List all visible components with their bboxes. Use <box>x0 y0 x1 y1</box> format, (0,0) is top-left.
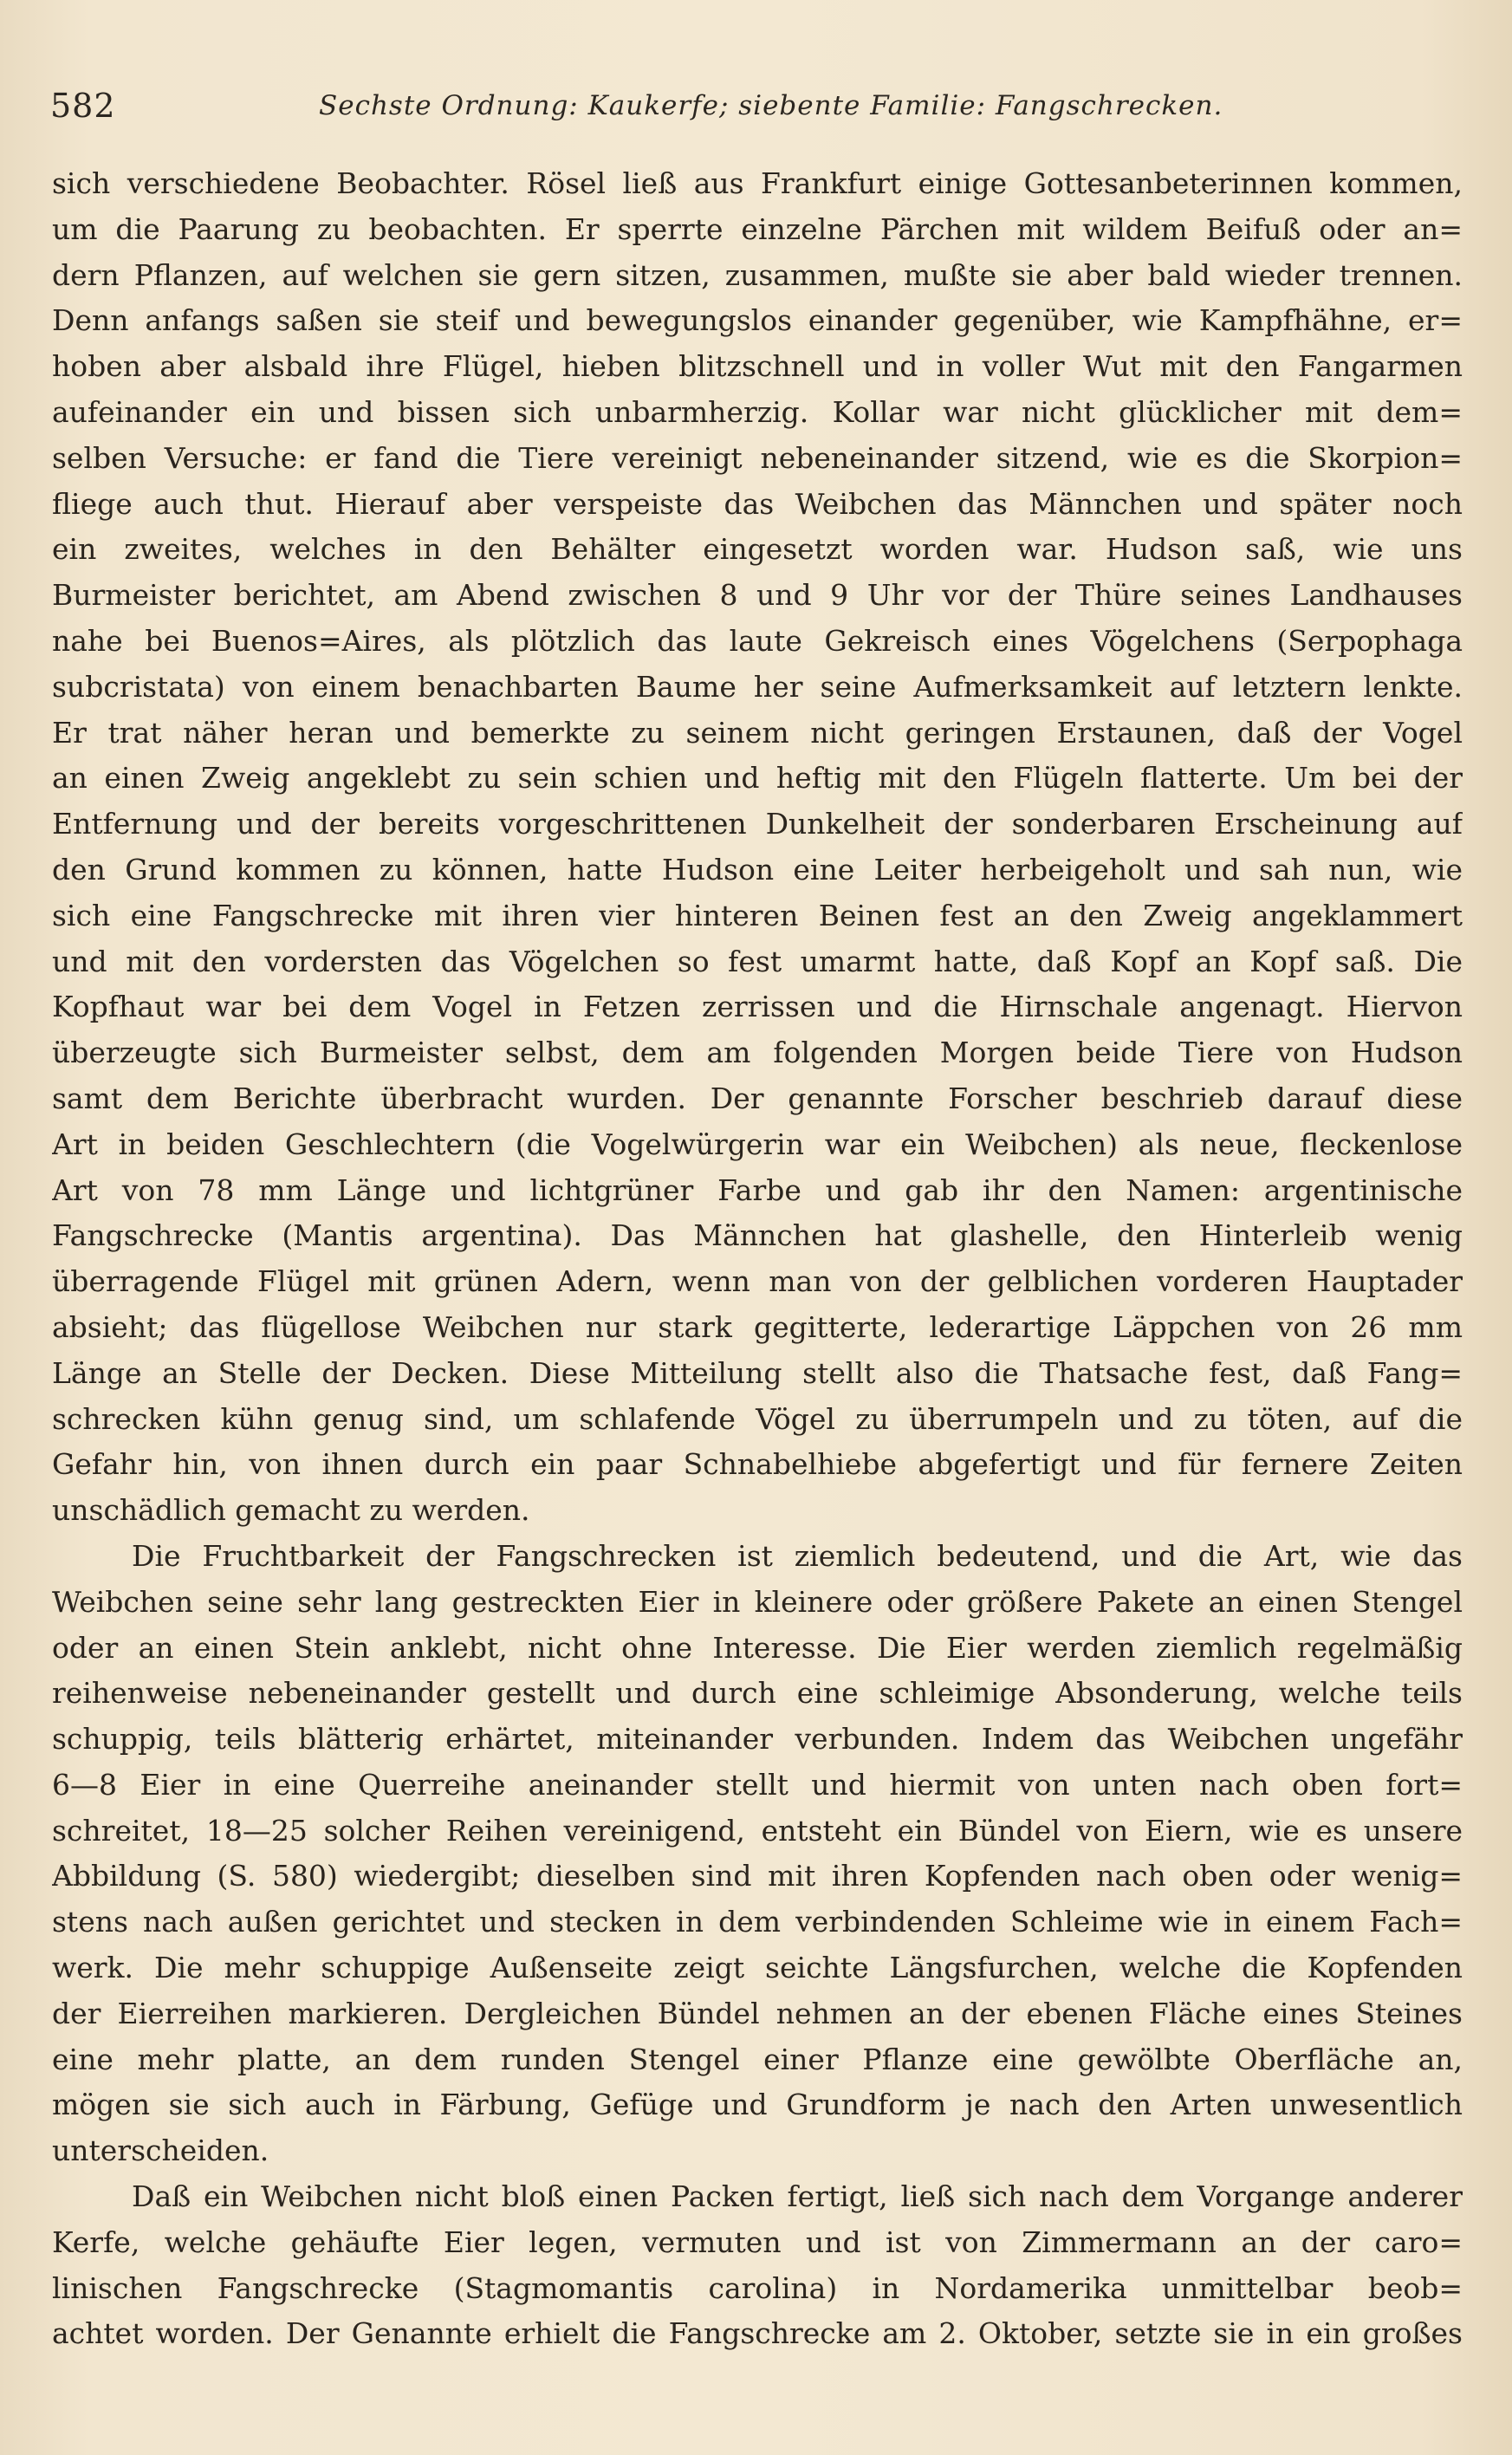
paragraph <box>52 161 1463 1534</box>
text-line: Burmeister berichtet, am Abend zwischen 8 und 9 Uhr vor der Thüre seines Landhauses <box>52 578 1463 613</box>
text-line: und mit den vordersten das Vögelchen so fest umarmt hatte, daß Kopf an Kopf saß. Die <box>52 944 1463 978</box>
text-line: Länge an Stelle der Decken. Diese Mitteilung stellt also die Thatsache fest, daß Fang= <box>52 1355 1463 1390</box>
text-line: Daß ein Weibchen nicht bloß einen Packen fertigt, ließ sich nach dem Vorgange anderer <box>132 2179 1463 2214</box>
text-line: stens nach außen gerichtet und stecken in dem verbindenden Schleime wie in einem Fach= <box>52 1905 1463 1939</box>
text-line: Weibchen seine sehr lang gestreckten Eier in kleinere oder größere Pakete an einen Stengel <box>52 1584 1463 1619</box>
text-line: Entfernung und der bereits vorgeschrittenen Dunkelheit der sonderbaren Erscheinung auf <box>52 807 1463 841</box>
paragraph <box>52 1534 1463 2174</box>
text-line: sich verschiedene Beobachter. Rösel ließ aus Frankfurt einige Gottesanbeterinnen kommen, <box>52 166 1463 200</box>
text-line: um die Paarung zu beobachten. Er sperrte einzelne Pärchen mit wildem Beifuß oder an= <box>52 211 1463 246</box>
text-line: Abbildung (S. 580) wiedergibt; dieselben sind mit ihren Kopfenden nach oben oder wenig= <box>52 1859 1463 1893</box>
body-text <box>52 161 1463 2357</box>
text-line: Fangschrecke (Mantis argentina). Das Männchen hat glashelle, den Hinterleib wenig <box>52 1218 1463 1253</box>
text-line: werk. Die mehr schuppige Außenseite zeigt seichte Längsfurchen, welche die Kopfenden <box>52 1951 1463 1985</box>
text-line: Kerfe, welche gehäufte Eier legen, vermuten und ist von Zimmermann an der caro= <box>52 2224 1463 2259</box>
page-number: 582 <box>50 87 116 125</box>
text-line: Er trat näher heran und bemerkte zu seinem nicht geringen Erstaunen, daß der Vogel <box>52 715 1463 750</box>
text-line: Gefahr hin, von ihnen durch ein paar Schnabelhiebe abgefertigt und für fernere Zeiten <box>52 1447 1463 1482</box>
text-line: Art von 78 mm Länge und lichtgrüner Farbe und gab ihr den Namen: argentinische <box>52 1172 1463 1207</box>
text-line: der Eierreihen markieren. Dergleichen Bündel nehmen an der ebenen Fläche eines Steines <box>52 1996 1463 2030</box>
text-line: oder an einen Stein anklebt, nicht ohne Interesse. Die Eier werden ziemlich regelmäßig <box>52 1630 1463 1665</box>
text-line: ein zweites, welches in den Behälter eingesetzt worden war. Hudson saß, wie uns <box>52 532 1463 567</box>
text-line: Die Fruchtbarkeit der Fangschrecken ist ziemlich bedeutend, und die Art, wie das <box>132 1538 1463 1573</box>
text-line: sich eine Fangschrecke mit ihren vier hinteren Beinen fest an den Zweig angeklammert <box>52 898 1463 932</box>
text-line: schuppig, teils blätterig erhärtet, miteinander verbunden. Indem das Weibchen ungefähr <box>52 1722 1463 1757</box>
text-line: unterscheiden. <box>52 2134 269 2168</box>
text-line: eine mehr platte, an dem runden Stengel einer Pflanze eine gewölbte Oberfläche an, <box>52 2042 1463 2076</box>
text-line: selben Versuche: er fand die Tiere vereinigt nebeneinander sitzend, wie es die Skorpion= <box>52 440 1463 475</box>
text-line: Kopfhaut war bei dem Vogel in Fetzen zerrissen und die Hirnschale angenagt. Hiervon <box>52 990 1463 1024</box>
text-line: nahe bei Buenos=Aires, als plötzlich das laute Gekreisch eines Vögelchens (Serpophaga <box>52 623 1463 658</box>
text-line: achtet worden. Der Genannte erhielt die Fangschrecke am 2. Oktober, setzte sie in ein großes <box>52 2316 1463 2351</box>
text-line: samt dem Berichte überbracht wurden. Der genannte Forscher beschrieb darauf diese <box>52 1081 1463 1115</box>
text-line: subcristata) von einem benachbarten Baume her seine Aufmerksamkeit auf letztern lenkte. <box>52 669 1463 704</box>
text-line: unschädlich gemacht zu werden. <box>52 1493 530 1528</box>
text-line: reihenweise nebeneinander gestellt und durch eine schleimige Absonderung, welche teils <box>52 1676 1463 1711</box>
text-line: linischen Fangschrecke (Stagmomantis carolina) in Nordamerika unmittelbar beob= <box>52 2270 1463 2305</box>
text-line: dern Pflanzen, auf welchen sie gern sitzen, zusammen, mußte sie aber bald wieder trennen. <box>52 257 1463 292</box>
text-line: fliege auch thut. Hierauf aber verspeiste das Weibchen das Männchen und später noch <box>52 486 1463 521</box>
text-line: den Grund kommen zu können, hatte Hudson eine Leiter herbeigeholt und sah nun, wie <box>52 852 1463 887</box>
text-line: mögen sie sich auch in Färbung, Gefüge und Grundform je nach den Arten unwesentlich <box>52 2088 1463 2122</box>
text-line: schreitet, 18—25 solcher Reihen vereinigend, entsteht ein Bündel von Eiern, wie es unsere <box>52 1813 1463 1848</box>
page-header <box>50 87 1463 135</box>
text-line: überzeugte sich Burmeister selbst, dem am folgenden Morgen beide Tiere von Hudson <box>52 1036 1463 1070</box>
text-line: hoben aber alsbald ihre Flügel, hieben blitzschnell und in voller Wut mit den Fangarmen <box>52 349 1463 384</box>
text-line: Denn anfangs saßen sie steif und bewegungslos einander gegenüber, wie Kampfhähne, er= <box>52 303 1463 338</box>
text-line: an einen Zweig angeklebt zu sein schien und heftig mit den Flügeln flatterte. Um bei der <box>52 761 1463 796</box>
text-line: schrecken kühn genug sind, um schlafende Vögel zu überrumpeln und zu töten, auf die <box>52 1401 1463 1436</box>
text-line: aufeinander ein und bissen sich unbarmherzig. Kollar war nicht glücklicher mit dem= <box>52 394 1463 429</box>
text-line: überragende Flügel mit grünen Adern, wenn man von der gelblichen vorderen Hauptader <box>52 1264 1463 1299</box>
running-head: Sechste Ordnung: Kaukerfe; siebente Familie: Fangschrecken. <box>319 90 1223 121</box>
text-line: Art in beiden Geschlechtern (die Vogelwürgerin war ein Weibchen) als neue, fleckenlose <box>52 1127 1463 1161</box>
paragraph <box>52 2174 1463 2357</box>
text-line: absieht; das flügellose Weibchen nur stark gegitterte, lederartige Läppchen von 26 mm <box>52 1309 1463 1344</box>
text-line: 6—8 Eier in eine Querreihe aneinander stellt und hiermit von unten nach oben fort= <box>52 1767 1463 1802</box>
